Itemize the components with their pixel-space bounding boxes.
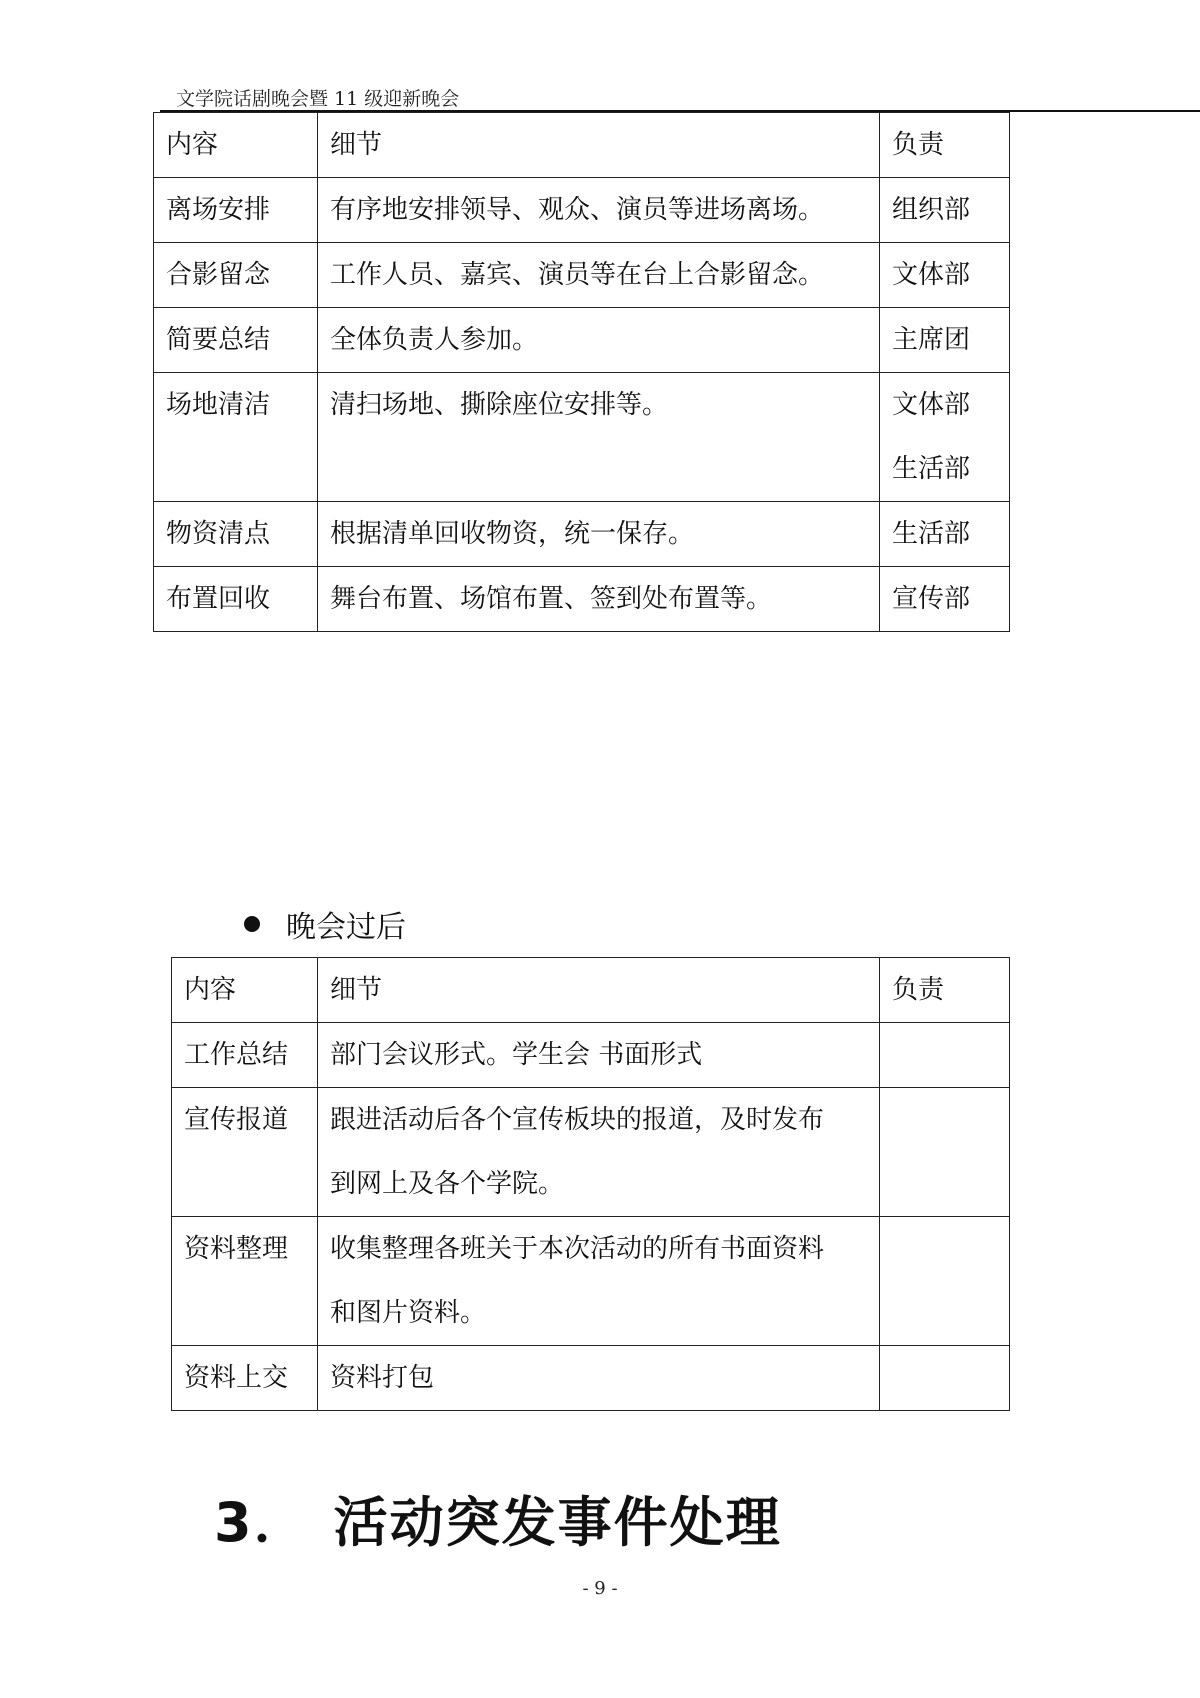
page-number: - 9 - [582, 1578, 618, 1599]
owner-line: 生活部 [892, 454, 971, 484]
bullet-icon [244, 916, 260, 932]
owner-line: 宣传部 [892, 584, 971, 614]
row-detail-cell [318, 373, 880, 502]
table-row [172, 1217, 1010, 1346]
column-header-content: 内容 [172, 958, 318, 1023]
column-header-owner: 负责 [880, 113, 1010, 178]
table-row [172, 1023, 1010, 1088]
detail-line: 清扫场地、撕除座位安排等。 [330, 390, 669, 420]
row-owner-cell [880, 1346, 1010, 1411]
row-owner-cell [880, 243, 1010, 308]
detail-line: 部门会议形式。学生会 书面形式 [330, 1040, 703, 1070]
section-heading [214, 1480, 782, 1557]
row-item-cell: 离场安排 [154, 178, 318, 243]
row-owner-cell [880, 373, 1010, 502]
after-party-heading-text: 晚会过后 [286, 910, 406, 945]
owner-line: 生活部 [892, 519, 971, 549]
row-detail-cell [318, 502, 880, 567]
column-header-detail: 细节 [318, 958, 880, 1023]
event-cleanup-table-body [154, 113, 1010, 632]
detail-line: 到网上及各个学院。 [330, 1169, 565, 1199]
section-title: 活动突发事件处理 [333, 1491, 782, 1554]
detail-line: 有序地安排领导、观众、演员等进场离场。 [330, 195, 825, 225]
after-party-heading [244, 902, 406, 946]
after-party-table-body [172, 958, 1010, 1411]
row-item-cell: 物资清点 [154, 502, 318, 567]
detail-line: 舞台布置、场馆布置、签到处布置等。 [330, 584, 773, 614]
row-detail-cell [318, 567, 880, 632]
row-item-cell: 资料整理 [172, 1217, 318, 1346]
table-row [154, 308, 1010, 373]
column-header-owner: 负责 [880, 958, 1010, 1023]
detail-line: 根据清单回收物资，统一保存。 [330, 519, 695, 549]
table-row [154, 243, 1010, 308]
section-number: 3． [214, 1491, 310, 1554]
after-party-table [171, 957, 1010, 1411]
row-detail-cell [318, 1023, 880, 1088]
detail-line: 资料打包 [330, 1363, 435, 1393]
row-item-cell: 资料上交 [172, 1346, 318, 1411]
table-row [154, 567, 1010, 632]
row-detail-cell [318, 308, 880, 373]
row-owner-cell [880, 1217, 1010, 1346]
owner-line: 组织部 [892, 195, 971, 225]
owner-line: 文体部 [892, 390, 971, 420]
table-row [154, 373, 1010, 502]
row-owner-cell [880, 502, 1010, 567]
table-row [172, 1346, 1010, 1411]
detail-line: 工作人员、嘉宾、演员等在台上合影留念。 [330, 260, 825, 290]
owner-line: 文体部 [892, 260, 971, 290]
row-owner-cell [880, 1088, 1010, 1217]
row-item-cell: 布置回收 [154, 567, 318, 632]
detail-line: 收集整理各班关于本次活动的所有书面资料 [330, 1234, 825, 1264]
column-header-content: 内容 [154, 113, 318, 178]
row-owner-cell [880, 178, 1010, 243]
row-owner-cell [880, 567, 1010, 632]
detail-line: 全体负责人参加。 [330, 325, 539, 355]
detail-line: 跟进活动后各个宣传板块的报道，及时发布 [330, 1105, 825, 1135]
column-header-detail: 细节 [318, 113, 880, 178]
row-detail-cell [318, 243, 880, 308]
table-header-row [154, 113, 1010, 178]
running-header: 文学院话剧晚会暨 11 级迎新晚会 [176, 88, 460, 110]
row-owner-cell [880, 308, 1010, 373]
row-item-cell: 工作总结 [172, 1023, 318, 1088]
row-item-cell: 宣传报道 [172, 1088, 318, 1217]
table-row [172, 1088, 1010, 1217]
row-detail-cell [318, 178, 880, 243]
row-item-cell: 场地清洁 [154, 373, 318, 502]
owner-line: 主席团 [892, 325, 971, 355]
row-item-cell: 简要总结 [154, 308, 318, 373]
table-header-row [172, 958, 1010, 1023]
row-owner-cell [880, 1023, 1010, 1088]
event-cleanup-table [153, 112, 1010, 632]
row-detail-cell [318, 1346, 880, 1411]
row-detail-cell [318, 1088, 880, 1217]
row-detail-cell [318, 1217, 880, 1346]
detail-line: 和图片资料。 [330, 1298, 487, 1328]
table-row [154, 502, 1010, 567]
table-row [154, 178, 1010, 243]
row-item-cell: 合影留念 [154, 243, 318, 308]
